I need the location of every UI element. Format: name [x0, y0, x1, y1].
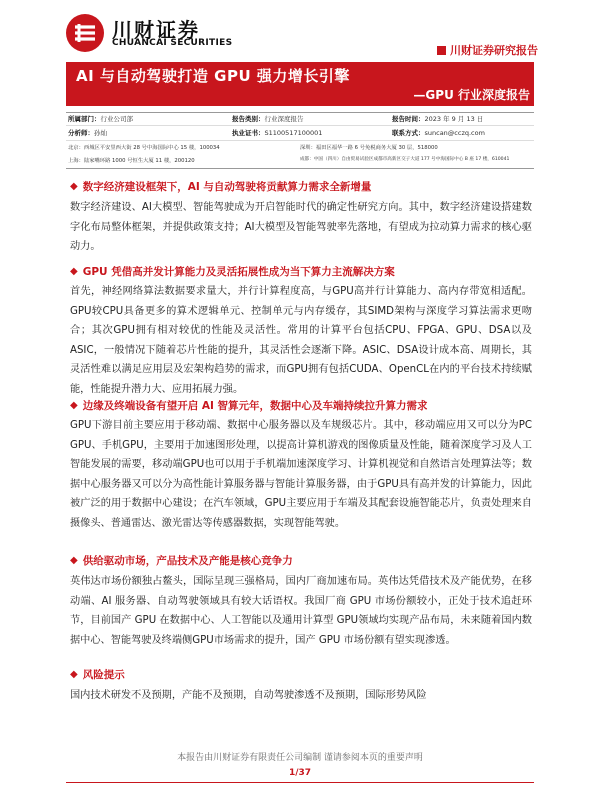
diamond-bullet-icon: ◆ — [70, 555, 78, 566]
section-heading: ◆ 数字经济建设框架下，AI 与自动驾驶将贡献算力需求全新增量 — [70, 181, 372, 193]
analyst-info: 分析师：孙灿 — [68, 129, 107, 137]
section-heading: ◆ 供给驱动市场，产品技术及产能是核心竞争力 — [70, 555, 293, 567]
section-paragraph: 数字经济建设、AI大模型、智能驾驶成为开启智能时代的确定性研究方向。其中，数字经济建设搭建数字化布局整体框架，并提供政策支持；AI大模型及智能驾驶率先落地，有望成为拉动算力需求的核心驱动力。 — [70, 202, 532, 252]
divider — [66, 125, 534, 126]
divider — [66, 112, 534, 113]
cert-info: 执业证书：S1100517100001 — [232, 129, 323, 137]
category-info: 报告类别：行业深度报告 — [232, 115, 304, 123]
diamond-bullet-icon: ◆ — [70, 669, 78, 680]
section-paragraph: 国内技术研发不及预期，产能不及预期，自动驾驶渗透不及预期，国际形势风险 — [70, 690, 427, 701]
diamond-bullet-icon: ◆ — [70, 266, 78, 277]
footer-divider — [66, 782, 534, 783]
report-subtitle: —GPU 行业深度报告 — [413, 88, 530, 102]
report-type-tag — [437, 42, 538, 58]
section-heading: ◆ 风险提示 — [70, 669, 125, 681]
diamond-bullet-icon: ◆ — [70, 400, 78, 411]
divider — [66, 140, 534, 141]
logo-name-cn: 川财证券 — [112, 18, 200, 42]
logo-emblem — [66, 14, 104, 52]
square-icon — [437, 46, 446, 55]
divider — [66, 168, 534, 169]
report-title: AI 与自动驾驶打造 GPU 强力增长引擎 — [76, 67, 350, 85]
time-info: 报告时间：2023 年 9 月 13 日 — [392, 115, 484, 123]
footer-disclaimer: 本报告由川财证券有限责任公司编制 谨请参阅本页的重要声明 — [177, 753, 423, 763]
section-heading: ◆ 边缘及终端设备有望开启 AI 智算元年，数据中心及车端持续拉升算力需求 — [70, 400, 428, 412]
section-paragraph: GPU下游目前主要应用于移动端、数据中心服务器以及车规级芯片。其中，移动端应用又可以分为PC GPU、手机GPU，主要用于加速图形处理，以提高计算机游戏的图像质量及性能，随着深度学习及人工智能发展的需要，移动端GPU也可以用于手机端加速深度学习、计算机视觉和自然语言处理算法等；数据中心服务器又可以分为高性能计算服务器与智能计算服务器，由于GPU具有高并发的计算能力，因此被广泛的用于数据中心建设；在汽车领域，GPU主要应用于车端及其配套设施智能芯片，负责处理来自摄像头、普通雷达、激光雷达等传感器数据，实现智能驾驶。 — [70, 420, 532, 529]
logo-name-en: CHUANCAI SECURITIES — [112, 38, 233, 48]
address-chengdu: 成都：中国（四川）自由贸易试验区成都市高新区交子大道 177 号中海国际中心 B 座 17 楼，610041 — [300, 157, 510, 162]
contact-info: 联系方式：suncan@cczq.com — [392, 129, 485, 137]
section-paragraph: 英伟达市场份额独占鳌头，国际呈现三强格局，国内厂商加速布局。英伟达凭借技术及产能优势，在移动端、AI 服务器、自动驾驶领域具有较大话语权。我国厂商 GPU 市场份额较小，正处于技术追赶环节，目前国产 GPU 在数据中心、人工智能以及通用计算型 GPU领域均实现产品布局，未来随着国内数据中心、智能驾驶及终端侧GPU市场需求的提升，国产 GPU 市场份额有望实现渗透。 — [70, 576, 532, 646]
address-shanghai: 上海：陆家嘴环路 1000 号恒生大厦 11 楼，200120 — [68, 158, 195, 164]
diamond-bullet-icon: ◆ — [70, 181, 78, 192]
address-beijing: 北京：西城区平安里西大街 28 号中海国际中心 15 楼，100034 — [68, 145, 220, 151]
page-number: 1/37 — [288, 768, 312, 778]
dept-info: 所属部门：行业公司部 — [68, 115, 133, 123]
section-heading: ◆ GPU 凭借高并发计算能力及灵活拓展性成为当下算力主流解决方案 — [70, 266, 395, 278]
report-type-label: 川财证券研究报告 — [450, 44, 538, 57]
address-shenzhen: 深圳：福田区福华一路 6 号免税商务大厦 30 层，518000 — [300, 145, 438, 151]
section-paragraph: 首先，神经网络算法数据要求量大，并行计算程度高，与GPU高并行计算能力、高内存带宽相适配。GPU较CPU具备更多的算术逻辑单元、控制单元与内存缓存，其SIMD架构与深度学习算法需求更吻合；其次GPU拥有相对较优的性能及灵活性。常用的计算平台包括CPU、FPGA、GPU、DSA以及ASIC，一般情况下随着芯片性能的提升，其灵活性会逐渐下降。ASIC、DSA设计成本高、周期长，其灵活性难以满足应用层及宏架构趋势的需求，而GPU拥有包括CUDA、OpenCL在内的平台技术持续赋能，性能提升潜力大、应用拓展力强。 — [70, 286, 532, 395]
